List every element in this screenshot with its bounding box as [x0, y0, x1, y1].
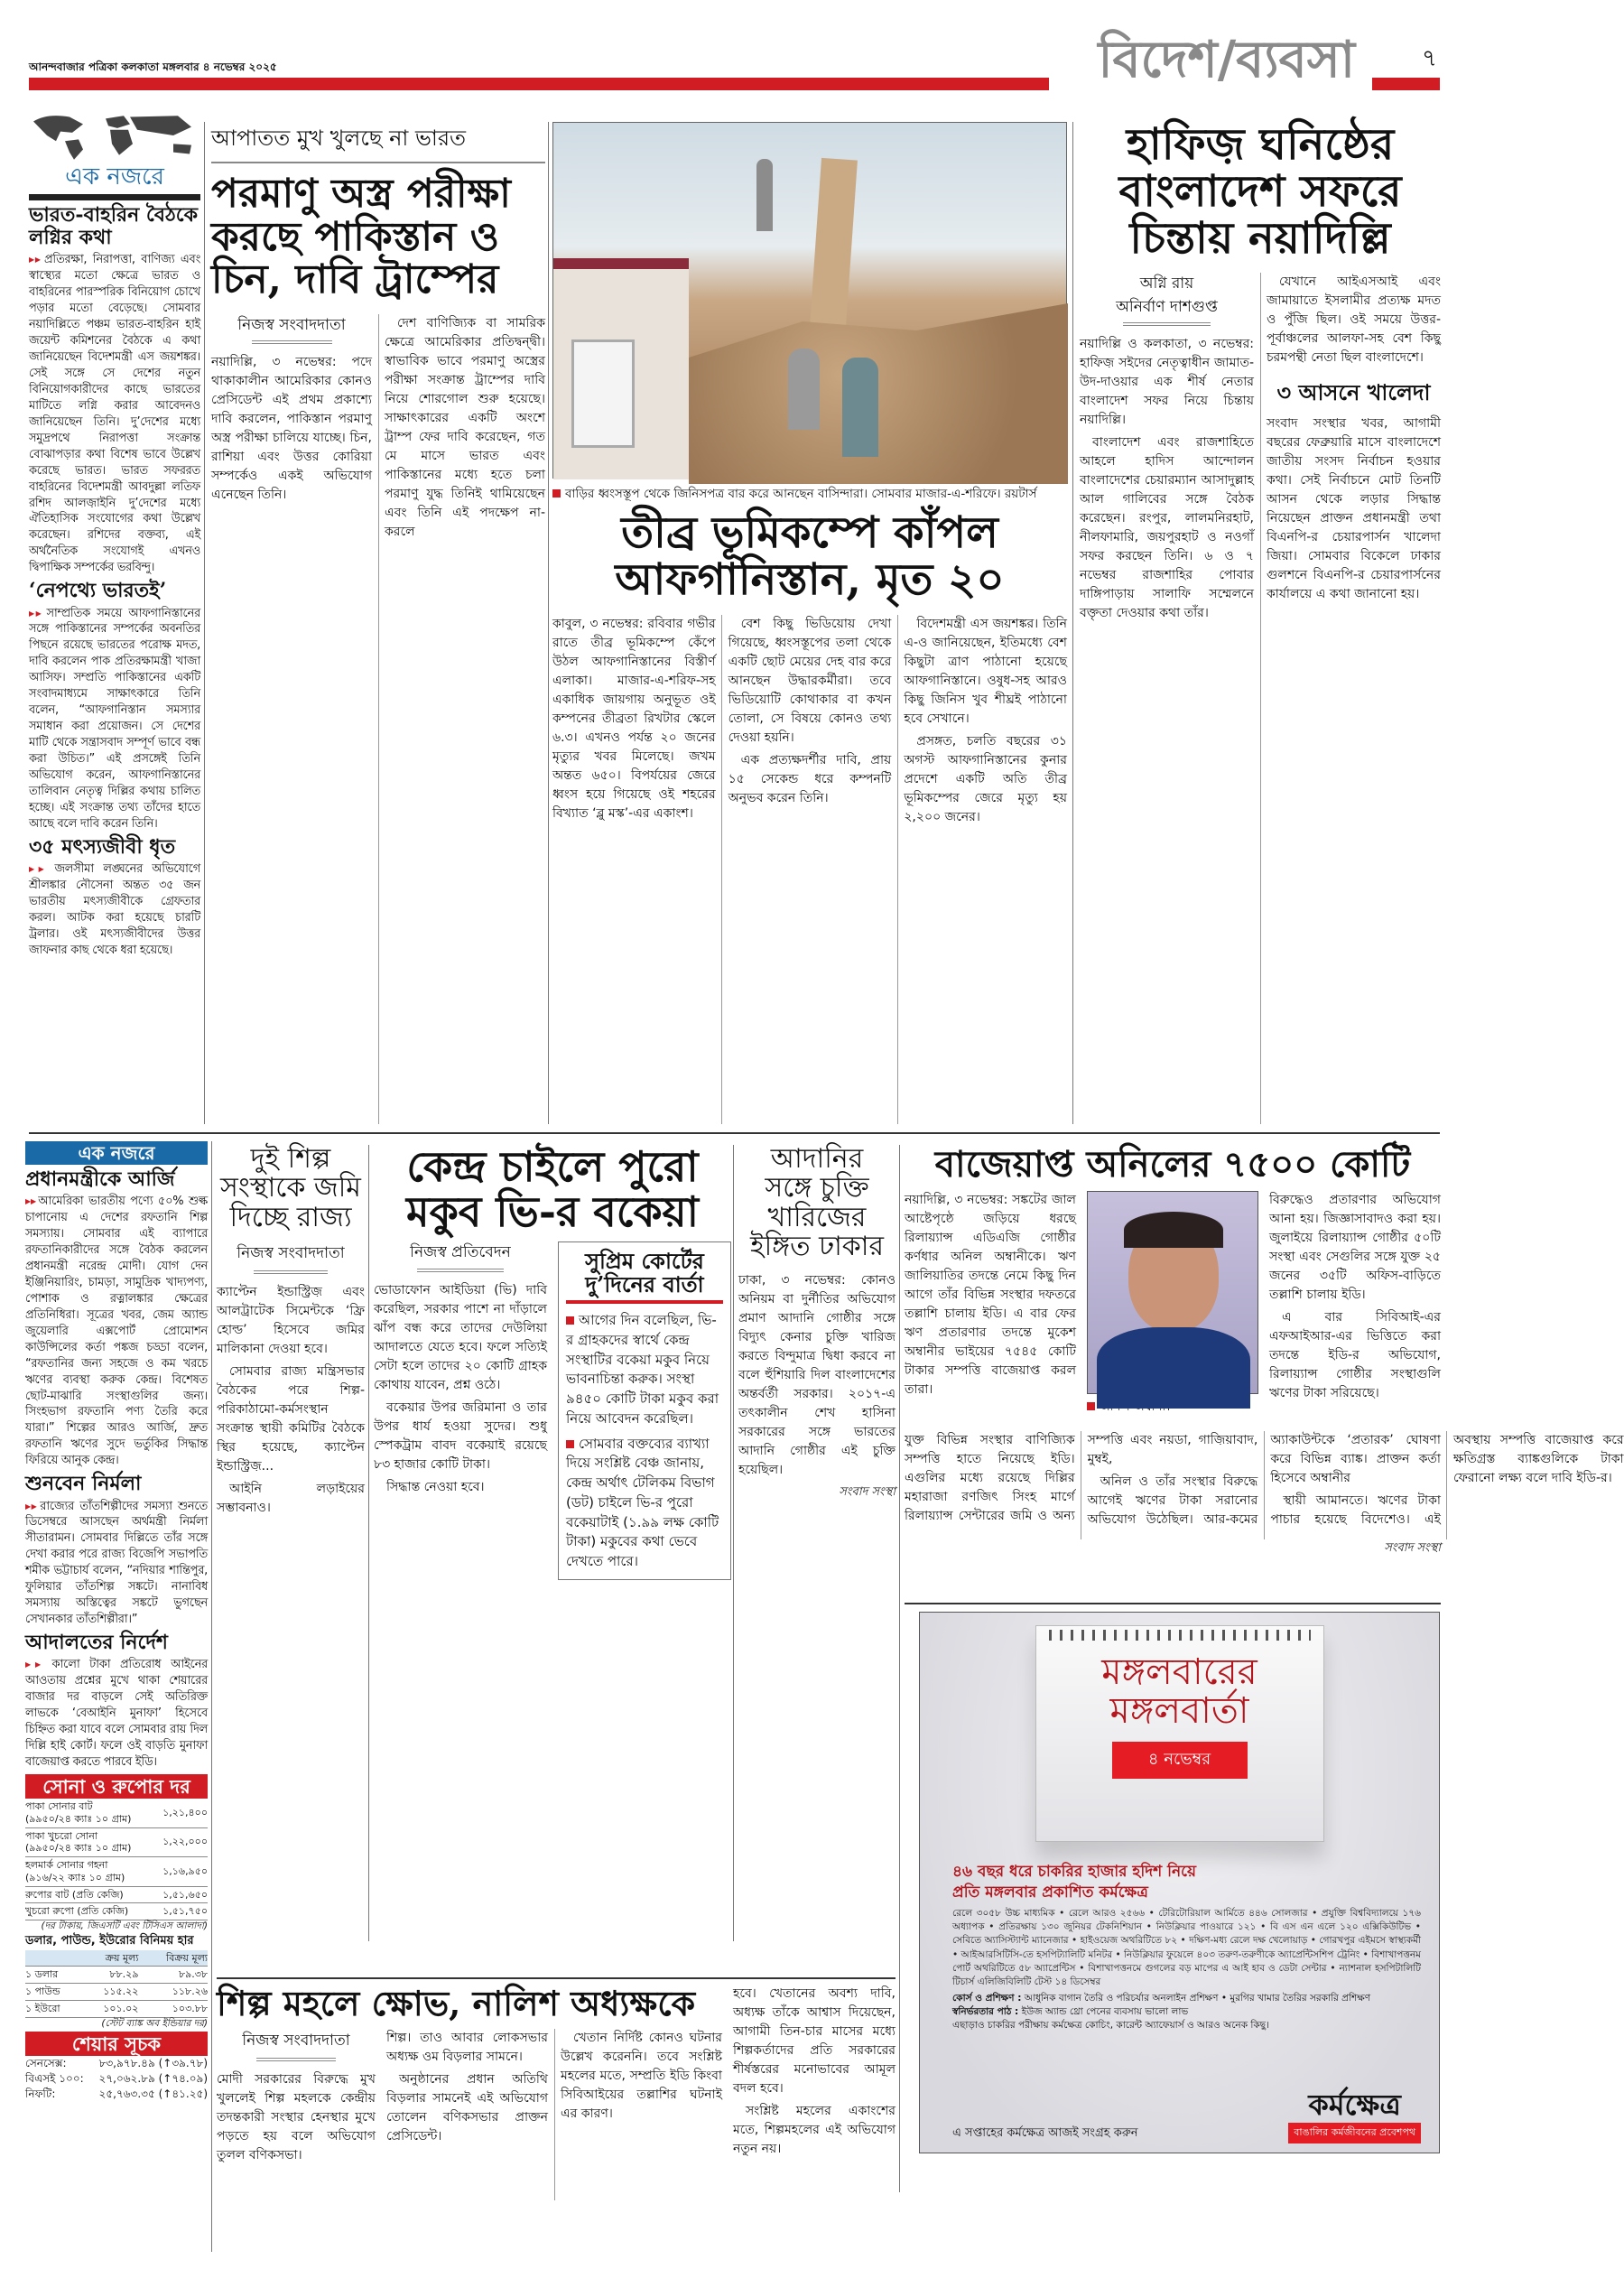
byline: নিজস্ব প্রতিবেদন	[374, 1241, 547, 1272]
up-arrow-icon: ↑	[162, 2057, 172, 2070]
story-headline: শিল্প মহলে ক্ষোভ, নালিশ অধ্যক্ষকে	[217, 1983, 696, 2023]
top-briefs	[29, 110, 200, 962]
brief-item	[29, 204, 200, 576]
box-point: আগের দিন বলেছিল, ভি-র গ্রাহকদের স্বার্থে কেন্দ্র সংস্থাটির বকেয়া মকুব নিয়ে ভাবনাচিন্তা করুক। সংস্থা ৯৪৫০ কোটি টাকা মকুব করা নিয়ে আবেদন করেছিল।	[566, 1311, 723, 1429]
calendar-graphic	[1035, 1625, 1324, 1842]
brief-item	[25, 1473, 208, 1628]
headline-line: করছে পাকিস্তান ও	[211, 213, 500, 260]
ad-jobs-list: রেলে ৩০৫৮ উচ্চ মাধ্যমিক • রেলে আরও ২৫৬৬ • টেরিটোরিয়াল আর্মিতে ৪৪৬ সোলজার • প্রযুক্তি বিশ্ববিদ্যালয়ে ১৭৬ অধ্যাপক • প্রতিরক্ষায় ১৩০ জুনিয়র টেকনিশিয়ান • নিউক্লিয়ার পাওয়ারে ১২১ • বি এস এন এলে ১২০ এক্সিকিউটিভ • সেবিতে অ্যাসিস্ট্যান্ট ম্যানেজার • হাইওয়েজ অথরিটিতে ৮২ • দক্ষিণ-মধ্য রেলে দক্ষ খেলোয়াড় • গোরখপুর এইমসে স্বাস্থ্যকর্মী • আইআরসিটিসি-তে হসপিট্যালিটি মনিটর • নিউক্লিয়ার ফুয়েলে ৪০৩ তরুণ-তরুণীকে অ্যাপ্রেন্টিসশিপ ট্রেনিং • বিশাখাপত্তনম পোর্ট অথরিটিতে ৫৮ অ্যাপ্রেন্টিস • বিশাখাপত্তনমে গুগলের বড় মাপের এ আই হাব ও ডেটা সেন্টার • ন্যাশনাল হসপিটালিটি টিচার্স এলিজিবিলিটি টেস্ট ১৪ ডিসেম্বর	[952, 1907, 1421, 1987]
brief-title: ভারত-বাহরিন বৈঠকে লগ্নির কথা	[29, 202, 199, 250]
table-row: রুপোর বাট (প্রতি কেজি) ১,৫১,৬৫০	[25, 1886, 208, 1903]
credit: সংবাদ সংস্থা	[1384, 1541, 1441, 1556]
section-divider	[29, 1132, 1440, 1134]
story-kicker: আপাতত মুখ খুলছে না ভারত	[211, 122, 545, 163]
page-number: ৭	[1422, 45, 1437, 72]
headline-line: বাংলাদেশ সফরে	[1118, 165, 1402, 217]
table-row: পাকা সোনার বাট (৯৯৫০/২৪ ক্যাঃ ১০ গ্রাম) ১,২১,৪০০	[25, 1799, 208, 1827]
gold-table	[25, 1799, 208, 1920]
brief-item	[25, 1632, 208, 1771]
table-row: পাকা খুচরো সোনা (৯৯৫০/২৪ ক্যাঃ ১০ গ্রাম) ১,২২,০০০	[25, 1827, 208, 1857]
share-index-list: সেনসেক্স: ৮৩,৯৭৮.৪৯ (↑৩৯.৭৮) বিএসই ১০০: ২৭,০৬২.৮৯ (↑৭৪.০৯) নিফটি: ২৫,৭৬৩.৩৫ (↑৪১.২৫)	[25, 2057, 208, 2101]
column-rule	[733, 1145, 734, 1941]
story-body: নয়াদিল্লি, ৩ নভেম্বর: সঙ্কটের জাল আষ্টেপৃষ্ঠে জড়িয়ে ধরছে রিলায়্যান্স এডিএজি গোষ্ঠীর কর্ণধার অনিল অম্বানীকে। ঋণ জালিয়াতির তদন্তে নেমে কিছু দিন আগে তাঁর বিভিন্ন সংস্থার দফতরে তল্লাশি চালায় ইডি। এ বার ফের ঋণ প্রতারণার তদন্তে মুকেশ অম্বানীর ভাইয়ের ৭৫৪৫ কোটি টাকার সম্পত্তি বাজেয়াপ্ত করল তারা।	[905, 1193, 1076, 1398]
brief-body: ▶▶ প্রতিরক্ষা, নিরাপত্তা, বাণিজ্য এবং স্বাস্থ্যের মতো ক্ষেত্রে ভারত ও বাহরিনের পারস্পরিক বিনিয়োগ চোখে পড়ার মতো বেড়েছে। সোমবার নয়াদিল্লিতে পঞ্চম ভারত-বাহরিন হাই জয়েন্ট কমিশনের বৈঠকে এ কথা জানিয়েছেন বিদেশমন্ত্রী এস জয়শঙ্কর। সেই সঙ্গে সে দেশের নতুন বিনিয়োগকারীদের কাছে ভারতের মাটিতে লগ্নি করার আবেদনও জানিয়েছেন তিনি। দু’দেশের মধ্যে সমুদ্রপথে নিরাপত্তা সংক্রান্ত বোঝাপড়ার কথা বিশেষ ভাবে উল্লেখ করেছে ভারত। ভারত সফররত বাহরিনের বিদেশমন্ত্রী আবদুল্লা লতিফ রশিদ আলজ়াইনি দু’দেশের মধ্যে ঐতিহাসিক সংযোগের কথা উল্লেখ করেছেন। রশিদের বক্তব্য, এই অর্থনৈতিক সংযোগই এখনও দ্বিপাক্ষিক সম্পর্কের ভরবিন্দু।	[29, 252, 200, 576]
paragraph: বিদেশমন্ত্রী এস জয়শঙ্কর। তিনি এ-ও জানিয়েছেন, ইতিমধ্যে বেশ কিছুটা ত্রাণ পাঠানো হয়েছে আফগানিস্তানে। ওষুধ-সহ আরও কিছু জিনিস খুব শীঘ্রই পাঠানো হবে সেখানে।	[904, 616, 1067, 726]
brief-item	[25, 1168, 208, 1469]
bottom-briefs	[25, 1141, 208, 2102]
paragraph: দেশ বাণিজ্যিক বা সামরিক ক্ষেত্রে আমেরিকার প্রতিদ্বন্দ্বী। স্বাভাবিক ভাবে পরমাণু অস্ত্রের পরীক্ষা সংক্রান্ত ট্রাম্পের দাবি নিয়ে শোরগোল শুরু হয়েছে। সাক্ষাৎকারের একটি অংশে ট্রাম্প ফের দাবি করেছেন, গত মে মাসে ভারত এবং পাকিস্তানের মধ্যে হতে চলা পরমাণু যুদ্ধ তিনিই থামিয়েছেন এবং তিনি এই পদক্ষেপ না-করলে	[385, 315, 545, 539]
bangladesh-story	[1080, 119, 1441, 1124]
ad-self: স্বনির্ভরতার পাঠ : ইউজ অ্যান্ড থ্রো পেনের ব্যবসায় ভালো লাভ	[952, 2005, 1189, 2017]
brief-title: শুনবেন নির্মলা	[25, 1472, 142, 1496]
quake-body	[552, 615, 1067, 1124]
karmakshetra-logo: কর্মক্ষেত্র	[1308, 2087, 1401, 2122]
story-headline: দুই শিল্প সংস্থাকে জমি দিচ্ছে রাজ্য	[220, 1143, 361, 1233]
briefs-title: এক নজরে	[25, 1141, 208, 1165]
paragraph: সংবাদ সংস্থার খবর, আগামী বছরের ফেব্রুয়ারি মাসে বাংলাদেশে জাতীয় সংসদ নির্বাচন হওয়ার কথা। সেই নির্বাচনে মোট তিনটি আসন থেকে লড়ার সিদ্ধান্ত নিয়েছেন প্রাক্তন প্রধানমন্ত্রী তথা বিএনপি-র চেয়ারপার্সন খালেদা জিয়া। সোমবার বিকেলে ঢাকার গুলশনে বিএনপি-র চেয়ারপার্সনের কার্যালয়ে এ কথা জানানো হয়।	[1267, 416, 1441, 602]
calendar-rings	[1049, 1630, 1311, 1641]
box-point: সোমবার বক্তব্যের ব্যাখ্যা দিয়ে সংশ্লিষ্ট বেঞ্চ জানায়, কেন্দ্র অর্থাৎ টেলিকম বিভাগ (ডট) চাইলে ভি-র পুরো বকেয়াটাই (১.৯৯ লক্ষ কোটি টাকা) মকুবের কথা ভেবে দেখতে পারে।	[566, 1435, 723, 1572]
ad-date-badge: ৪ নভেম্বর	[1112, 1742, 1248, 1779]
paragraph: যেখানে আইএসআই এবং জামায়াতে ইসলামীর প্রত্যক্ষ মদত ও পুঁজি ছিল। ওই সময়ে উত্তর-পূর্বাঞ্চলের আলফা-সহ বেশ কিছু চরমপন্থী নেতা ছিল বাংলাদেশে।	[1267, 274, 1441, 366]
up-arrow-icon: ↑	[162, 2088, 172, 2101]
brief-body: ▶▶ রাজ্যের তাঁতশিল্পীদের সমস্যা শুনতে ডিসেম্বরে আসছেন অর্থমন্ত্রী নির্মলা সীতারামন। সোমবার দিল্লিতে তাঁর সঙ্গে দেখা করার পরে রাজ্য বিজেপি সভাপতি শমীক ভট্টাচার্য বলেন, “নদিয়ার শান্তিপুর, ফুলিয়ার তাঁতশিল্প সঙ্কটে। নানাবিধ সমস্যায় অস্তিত্বের সঙ্কটে ভুগছেন সেখানকার তাঁতশিল্পীরা।”	[25, 1499, 208, 1629]
column-rule	[548, 122, 549, 1124]
story-headline: বাজেয়াপ্ত অনিলের ৭৫০০ কোটি	[934, 1143, 1411, 1186]
headline-line: হাফিজ় ঘনিষ্ঠের	[1126, 119, 1395, 170]
adani-story	[738, 1145, 896, 1941]
exchange-title: ডলার, পাউন্ড, ইউরোর বিনিময় হার	[25, 1933, 194, 1948]
table-row: ১ পাউন্ড ১১৫.২২ ১১৮.২৬	[25, 1984, 208, 2001]
story-headline: কেন্দ্র চাইলে পুরো মকুব ভি-র বকেয়া	[406, 1142, 699, 1236]
column-rule	[204, 122, 205, 1124]
paragraph: নয়াদিল্লি ও কলকাতা, ৩ নভেম্বর: হাফিজ় সইদের নেতৃত্বাধীন জামাত-উদ-দাওয়ার এক শীর্ষ নেতার বাংলাদেশ সফর নিয়ে চিন্তায় নয়াদিল্লি।	[1080, 337, 1254, 428]
sub-headline: ৩ আসনে খালেদা	[1276, 379, 1431, 406]
pakistan-story	[211, 122, 545, 1124]
story-headline	[1080, 119, 1441, 264]
headline-line: তীব্র ভূমিকম্পে কাঁপল	[621, 507, 998, 558]
headline-line: পরমাণু অস্ত্র পরীক্ষা	[211, 171, 511, 217]
gold-title: সোনা ও রুপোর দর	[25, 1774, 208, 1799]
credit: সংবাদ সংস্থা	[839, 1484, 896, 1499]
brief-title: ‘নেপথ্যে ভারতই’	[29, 579, 167, 603]
brief-item	[29, 836, 200, 959]
land-story	[217, 1145, 365, 1941]
table-row: হলমার্ক সোনার গহনা (৯১৬/২২ ক্যাঃ ১০ গ্রাম) ১,১৬,৯৫০	[25, 1857, 208, 1887]
brief-body: ▶▶ আমেরিকা ভারতীয় পণ্যে ৫০% শুল্ক চাপানোয় এ দেশের রফতানি শিল্প সমস্যায়। সোমবার এই ব্যাপারে রফতানিকারীদের সঙ্গে বৈঠক করলেন প্রধানমন্ত্রী নরেন্দ্র মোদী। যোগ দেন ইঞ্জিনিয়ারিং, চামড়া, সামুদ্রিক খাদ্যপণ্য, পোশাক ও রত্নালঙ্কার ক্ষেত্রের প্রতিনিধিরা। সূত্রের খবর, জেম অ্যান্ড জুয়েলারি এক্সপোর্ট প্রোমোশন কাউন্সিলের কর্তা পঙ্কজ চড্ডা বলেন, “রফতানির জন্য সহজে ও কম খরচে ঋণের ব্যবস্থা করুক কেন্দ্র। বিশেষত ছোট-মাঝারি সংস্থাগুলির জন্য। সিংহভাগ রফতানি পণ্য তৈরি করে যারা।” শিল্পের আরও আর্জি, দ্রুত রফতানি ঋণের সুদে ভর্তুকির সিদ্ধান্ত ফিরিয়ে আনুক কেন্দ্র।	[25, 1194, 208, 1469]
header-red-bar	[29, 78, 1049, 90]
byline: নিজস্ব সংবাদদাতা	[211, 314, 372, 345]
ad-collect: এ সপ্তাহের কর্মক্ষেত্র আজই সংগ্রহ করুন	[952, 2126, 1138, 2140]
masthead-date: আনন্দবাজার পত্রিকা কলকাতা মঙ্গলবার ৪ নভেম্বর ২০২৫	[29, 60, 277, 73]
quake-story	[552, 484, 1067, 1124]
headline-line: চিন, দাবি ট্রাম্পের	[211, 256, 499, 303]
logo-tagline: বাঙালির কর্মজীবনের প্রবেশপথ	[1288, 2123, 1421, 2143]
ad-title-line: মঙ্গলবারের	[1101, 1651, 1257, 1693]
story-body	[1080, 273, 1441, 1124]
up-arrow-icon: ↑	[162, 2072, 172, 2086]
byline: নিজস্ব সংবাদদাতা	[217, 2029, 376, 2061]
table-row: খুচরো রুপো (প্রতি কেজি) ১,৫১,৭৫০	[25, 1903, 208, 1920]
ad-extra: এছাড়াও চাকরির পরীক্ষায় কর্মক্ষেত্র কোচিং, কারেন্ট অ্যাফেয়ার্স ও আরও অনেক কিছু।	[952, 2019, 1269, 2031]
gold-note: (দর টাকায়, জিএসটি এবং টিসিএস আলাদা)	[41, 1920, 208, 1932]
paragraph: নয়াদিল্লি, ৩ নভেম্বর: পদে থাকাকালীন আমেরিকার কোনও প্রেসিডেন্ট এই প্রথম প্রকাশ্যে দাবি করলেন, পাকিস্তান পরমাণু অস্ত্র পরীক্ষা চালিয়ে যাচ্ছে। চিন, রাশিয়া এবং উত্তর কোরিয়া সম্পর্কেও একই অভিযোগ এনেছেন তিনি।	[211, 355, 372, 503]
brief-body: ▶▶ জলসীমা লঙ্ঘনের অভিযোগে শ্রীলঙ্কার নৌসেনা অন্তত ৩৫ জন ভারতীয় মৎস্যজীবীকে গ্রেফতার করল। আটক করা হয়েছে চারটি ট্রলার। ওই মৎস্যজীবীদের উত্তর জাফনার কাছ থেকে ধরা হয়েছে।	[29, 861, 200, 959]
brief-body: ▶▶ সাম্প্রতিক সময়ে আফগানিস্তানের সঙ্গে পাকিস্তানের সম্পর্কের অবনতির পিছনে রয়েছে ভারতের পরোক্ষ মদত, দাবি করলেন পাক প্রতিরক্ষামন্ত্রী খাজা আসিফ। সম্প্রতি পাকিস্তানের একটি সংবাদমাধ্যমে সাক্ষাৎকারে তিনি বলেন, “আফগানিস্তান সমস্যার সমাধান করা প্রয়োজন। সে দেশের মাটি থেকে সন্ত্রাসবাদ সম্পূর্ণ ভাবে বন্ধ করা উচিত।” এই প্রসঙ্গেই তিনি অভিযোগ করেন, আফগানিস্তানের তালিবান নেতৃত্ব দিল্লির কথায় চালিত হচ্ছে। এই সংক্রান্ত তথ্য তাঁদের হাতে আছে বলে দাবি করেন তিনি।	[29, 606, 200, 832]
story-body-bottom: যুক্ত বিভিন্ন সংস্থার বাণিজ্যিক সম্পত্তি হাতে নিয়েছে ইডি। এগুলির মধ্যে রয়েছে দিল্লির মহারাজা রণজিৎ সিংহ মার্গে রিলায়্যান্স সেন্টারের জমি ও অন্য সম্পত্তি এবং নয়ডা, গাজ়িয়াবাদ, মুম্বই, অনিল ও তাঁর সংস্থার বিরুদ্ধে আগেই ঋণের টাকা সরানোর অভিযোগ উঠেছিল। আর-কমের অ্যাকাউন্টকে ‘প্রতারক’ ঘোষণা করে বিভিন্ন ব্যাঙ্ক। প্রাক্তন কর্তা হিসেবে অম্বানীর স্থায়ী আমানতে। ঋণের টাকা পাচার হয়েছে বিদেশেও। এই অবস্থায় সম্পত্তি বাজেয়াপ্ত করে ক্ষতিগ্রস্ত ব্যাঙ্কগুলিকে টাকা ফেরানো লক্ষ্য বলে দাবি ইডি-র।	[905, 1433, 1624, 1528]
photo-caption: বাড়ির ধ্বংসস্তূপ থেকে জিনিসপত্র বার করে আনছেন বাসিন্দারা। সোমবার মাজার-এ-শরিফে। রয়টার্স	[552, 484, 1067, 505]
exchange-note: (স্টেট ব্যাঙ্ক অব ইন্ডিয়ার দর)	[101, 2017, 208, 2029]
anil-story	[905, 1143, 1624, 1596]
quake-headline	[552, 507, 1067, 605]
industry-story	[217, 1985, 896, 2200]
headline-line: আফগানিস্তান, মৃত ২০	[615, 553, 1005, 605]
paragraph: কাবুল, ৩ নভেম্বর: রবিবার গভীর রাতে তীব্র ভূমিকম্পে কেঁপে উঠল আফগানিস্তানের বিস্তীর্ণ এলাকা। মাজার-এ-শরিফ-সহ একাধিক জায়গায় অনুভূত ওই কম্পনের তীব্রতা রিখটার স্কেলে ৬.৩। এখনও পর্যন্ত ২০ জনের মৃত্যুর খবর মিলেছে। জখম অন্তত ৬৫০। বিপর্যয়ের জেরে ধ্বংস হয়ে গিয়েছে ওই শহরের বিখ্যাত ‘ব্লু মস্ক’-এর একাংশ।	[552, 616, 716, 821]
box-title: সুপ্রিম কোর্টের দু’দিনের বার্তা	[566, 1250, 723, 1304]
brief-body: ▶▶ কালো টাকা প্রতিরোধ আইনের আওতায় প্রশ্নের মুখে থাকা শেয়ারের বাজার দর বাড়লে সেই অতিরিক্ত লাভকে ‘বেআইনি মুনাফা’ হিসেবে চিহ্নিত করা যাবে বলে সোমবার রায় দিল দিল্লি হাই কোর্ট। ফলে ওই বাড়তি মুনাফা বাজেয়াপ্ত করতে পারবে ইডি।	[25, 1657, 208, 1771]
story-body: ঢাকা, ৩ নভেম্বর: কোনও অনিয়ম বা দুর্নীতির অভিযোগ প্রমাণ আদানি গোষ্ঠীর সঙ্গে বিদ্যুৎ কেনার চুক্তি খারিজ করতে বিন্দুমাত্র দ্বিধা করবে না বলে হুঁশিয়ারি দিল বাংলাদেশের অন্তর্বর্তী সরকার। ২০১৭-এ তৎকালীন শেখ হাসিনা সরকারের সঙ্গে ভারতের আদানি গোষ্ঠীর এই চুক্তি হয়েছিল।	[738, 1272, 896, 1477]
byline: অগ্নি রায় অনির্বাণ দাশগুপ্ত	[1080, 273, 1254, 326]
brief-title: প্রধানমন্ত্রীকে আর্জি	[25, 1167, 175, 1191]
table-row: ১ ডলার ৮৮.২৯ ৮৯.৩৮	[25, 1967, 208, 1984]
ad-divider	[905, 1603, 1441, 1604]
anil-photo	[1087, 1191, 1258, 1394]
paragraph: প্রসঙ্গত, চলতি বছরের ৩১ অগস্ট আফগানিস্তানের কুনার প্রদেশে একটি অতি তীব্র ভূমিকম্পের জেরে মৃত্যু হয় ২,২০০ জনের।	[904, 733, 1067, 824]
brief-title: আদালতের নির্দেশ	[25, 1631, 168, 1655]
paragraph: বেশ কিছু ভিডিয়োয় দেখা গিয়েছে, ধ্বংসস্তূপের তলা থেকে একটি ছোট মেয়ের দেহ বার করে আনছেন উদ্ধারকর্মীরা। তবে ভিডিয়োটি কোথাকার বা কখন তোলা, সে বিষয়ে কোনও তথ্য দেওয়া হয়নি।	[728, 616, 892, 745]
section-title: বিদেশ/ব্যবসা	[1092, 33, 1360, 87]
brief-title: ৩৫ মৎস্যজীবী ধৃত	[29, 834, 176, 859]
world-map-icon	[29, 110, 200, 161]
ad-title-line: মঙ্গলবার্তা	[1109, 1690, 1249, 1733]
paragraph: এক প্রত্যক্ষদর্শীর দাবি, প্রায় ১৫ সেকেন্ড ধরে কম্পনটি অনুভব করেন তিনি।	[728, 752, 892, 805]
brief-item	[29, 580, 200, 832]
story-body: ক্যাপ্টেন ইন্ডাস্ট্রিজ় এবং আলট্রাটেক সিমেন্টকে ‘ফ্রি হোল্ড’ হিসেবে জমির মালিকানা দেওয়া হবে। সোমবার রাজ্য মন্ত্রিসভার বৈঠকের পরে শিল্প-পরিকাঠামো-কর্মসংস্থান সংক্রান্ত স্থায়ী কমিটির বৈঠকে স্থির হয়েছে, ক্যাপ্টেন ইন্ডাস্ট্রিজ়... আইনি লড়াইয়ের সম্ভাবনাও।	[217, 1285, 365, 1516]
story-body: নিজস্ব প্রতিবেদন ভোডাফোন আইডিয়া (ভি) দাবি করেছিল, সরকার পাশে না দাঁড়ালে ঝাঁপ বন্ধ করে তাদের দেউলিয়া আদালতে যেতে হবে। ফলে সত্যিই সেটা হলে তাদের ২০ কোটি গ্রাহক কোথায় যাবেন, প্রশ্ন ওঠে। বকেয়ার উপর জরিমানা ও তার উপর ধার্য হওয়া সুদের। শুধু স্পেকট্রাম বাবদ বকেয়াই রয়েছে ৮৩ হাজার কোটি টাকা। সিদ্ধান্ত নেওয়া হবে।	[374, 1243, 547, 1494]
column-rule	[1072, 122, 1073, 1124]
briefs-title: এক নজরে	[65, 163, 164, 191]
briefs-bar	[29, 194, 200, 200]
ad-course: কোর্স ও প্রশিক্ষণ : আধুনিক বাগান তৈরি ও পরিচর্যার অনলাইন প্রশিক্ষণ • মুরগির খামার তৈরির সরকারি প্রশিক্ষণ	[952, 1993, 1371, 2004]
section-divider	[217, 1977, 896, 1979]
story-body: শিল্প। তাও আবার লোকসভার অধ্যক্ষ ওম বিড়লার সামনে। অনুষ্ঠানের প্রধান অতিথি বিড়লার সামনেই এই অভিযোগ তোলেন বণিকসভার প্রাক্তন প্রেসিডেন্ট। খেতান নির্দিষ্ট কোনও ঘটনার উল্লেখ করেননি। তবে সংশ্লিষ্ট মহলের মতে, সম্প্রতি ইডি কিংবা সিবিআইয়ের তল্লাশির ঘটনাই এর কারণ।	[386, 2031, 722, 2144]
column-rule	[211, 1141, 212, 2252]
karmakshetra-ad[interactable]	[919, 1612, 1440, 2153]
story-body: হবে। খেতানের অবশ্য দাবি, অধ্যক্ষ তাঁকে আশ্বাস দিয়েছেন, আগামী তিন-চার মাসের মধ্যে শিল্পকর্তাদের প্রতি সরকারের শীর্ষস্তরের মনোভাবের আমূল বদল হবে। সংশ্লিষ্ট মহলের একাংশের মতে, শিল্পমহলের এই অভিযোগ নতুন নয়।	[733, 1986, 896, 2156]
header-red-bar-right	[1372, 78, 1440, 90]
market-box	[25, 1774, 208, 2102]
exchange-table: ক্রয় মূল্য বিক্রয় মূল্য ১ ডলার ৮৮.২৯ ৮৯.৩৮ ১ পাউন্ড ১১৫.২২ ১১৮.২৬ ১ ইউরো ১০১.০২ ১০৩.৮৮	[25, 1950, 208, 2018]
story-body: মোদী সরকারের বিরুদ্ধে মুখ খুললেই শিল্প মহলকে কেন্দ্রীয় তদন্তকারী সংস্থার হেনস্থার মুখে পড়তে হয় বলে অভিযোগ তুলল বণিকসভা।	[217, 2072, 376, 2163]
vi-story	[374, 1142, 731, 1941]
story-headline: আদানির সঙ্গে চুক্তি খারিজের ইঙ্গিত ঢাকার	[750, 1143, 884, 1263]
column-rule	[368, 1145, 369, 1941]
ad-tagline: ৪৬ বছর ধরে চাকরির হাজার হদিশ নিয়ে প্রতি মঙ্গলবার প্রকাশিত কর্মক্ষেত্র	[952, 1863, 1196, 1902]
byline: নিজস্ব সংবাদদাতা	[217, 1241, 365, 1274]
story-headline	[211, 172, 545, 302]
story-body	[211, 314, 545, 1124]
paragraph: বাংলাদেশ এবং রাজশাহিতে আহলে হাদিস আন্দোলন বাংলাদেশের চেয়ারম্যান আসাদুল্লাহ আল গালিবের সঙ্গে বৈঠক করেছেন। রংপুর, লালমনিরহাট, নীলফামারি, জয়পুরহাট ও নওগাঁ সফর করছেন তিনি। ৬ ও ৭ নভেম্বর রাজশাহির পোবার দাঙ্গিপাড়ায় সালাফি সম্মেলনে বক্তৃতা দেওয়ার কথা তাঁর।	[1080, 435, 1254, 621]
headline-line: চিন্তায় নয়াদিল্লি	[1129, 212, 1391, 264]
share-title: শেয়ার সূচক	[25, 2032, 208, 2056]
table-row: ১ ইউরো ১০১.০২ ১০৩.৮৮	[25, 2000, 208, 2017]
earthquake-photo	[552, 122, 1067, 479]
story-body: বিরুদ্ধেও প্রতারণার অভিযোগ আনা হয়। জিজ্ঞাসাবাদও করা হয়। জুলাইয়ে রিলায়্যান্স গোষ্ঠীর ৫০টি সংস্থা এবং সেগুলির সঙ্গে যুক্ত ২৫ জনের ৩৫টি অফিস-বাড়িতে তল্লাশি চালায় ইডি। এ বার সিবিআই-এর এফআইআর-এর ভিত্তিতে করা তদন্তে ইডি-র অভিযোগ, রিলায়্যান্স গোষ্ঠীর সংস্থাগুলি ঋণের টাকা সরিয়েছে।	[1269, 1193, 1441, 1401]
column-rule	[899, 1145, 900, 2192]
supreme-court-box	[558, 1241, 731, 1580]
